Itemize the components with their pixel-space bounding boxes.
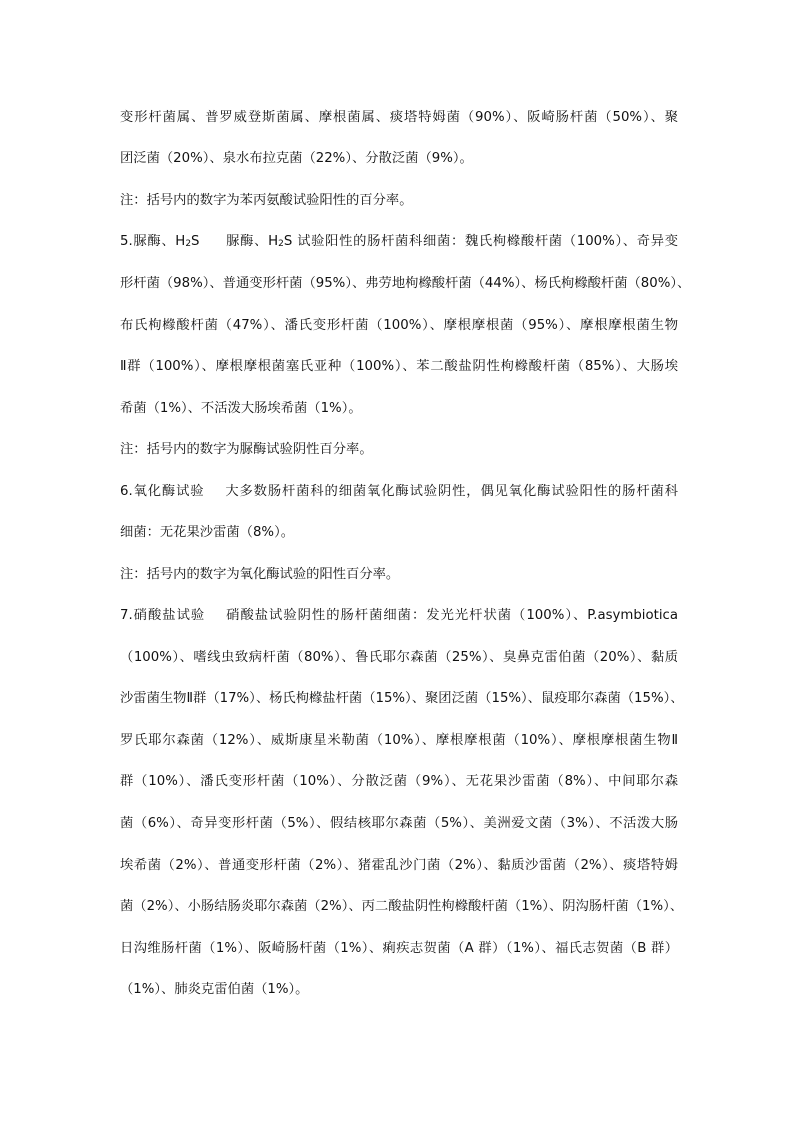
- note-line: 注：括号内的数字为脲酶试验阴性百分率。: [120, 442, 373, 457]
- text-line: 埃希菌（2%）、普通变形杆菌（2%）、猪霍乱沙门菌（2%）、黏质沙雷菌（2%）、痰塔特姆: [120, 858, 678, 873]
- section-6-heading-line: [120, 483, 678, 501]
- text-line: 群（10%）、潘氏变形杆菌（10%）、分散泛菌（9%）、无花果沙雷菌（8%）、中间耶尔森: [120, 774, 678, 789]
- text-line: 布氏枸橼酸杆菌（47%）、潘氏变形杆菌（100%）、摩根摩根菌（95%）、摩根摩根菌生物: [120, 318, 678, 333]
- text-line: 日沟维肠杆菌（1%）、阪崎肠杆菌（1%）、痢疾志贺菌（A 群）（1%）、福氏志贺菌（B 群）: [120, 941, 678, 956]
- section-6-text: 大多数肠杆菌科的细菌氧化酶试验阴性，偶见氧化酶试验阳性的肠杆菌科: [224, 484, 679, 499]
- text-line: 希菌（1%）、不活泼大肠埃希菌（1%）。: [120, 401, 362, 416]
- note-line: 注：括号内的数字为氧化酶试验的阳性百分率。: [120, 567, 400, 582]
- section-7-text: 硝酸盐试验阴性的肠杆菌细菌：发光光杆状菌（100%）、P.asymbiotica: [225, 608, 678, 623]
- text-line: 变形杆菌属、普罗威登斯菌属、摩根菌属、痰塔特姆菌（90%）、阪崎肠杆菌（50%）、聚: [120, 110, 678, 125]
- text-line: 团泛菌（20%）、泉水布拉克菌（22%）、分散泛菌（9%）。: [120, 151, 473, 166]
- note-line: 注：括号内的数字为苯丙氨酸试验阳性的百分率。: [120, 193, 413, 208]
- section-5-heading-line: [120, 233, 678, 253]
- section-5-title: 5.脲酶、$H_2S$: [120, 234, 200, 249]
- section-7-heading-line: [120, 607, 678, 625]
- text-line: 沙雷菌生物Ⅱ群（17%）、杨氏枸橼盐杆菌（15%）、聚团泛菌（15%）、鼠疫耶尔森菌（15%）、: [120, 691, 684, 706]
- text-line: 菌（6%）、奇异变形杆菌（5%）、假结核耶尔森菌（5%）、美洲爱文菌（3%）、不活泼大肠: [120, 816, 678, 831]
- section-6-title: 6.氧化酶试验: [120, 484, 205, 499]
- text-line: 罗氏耶尔森菌（12%）、威斯康星米勒菌（10%）、摩根摩根菌（10%）、摩根摩根菌生物Ⅱ: [120, 733, 678, 748]
- text-line: （1%）、肺炎克雷伯菌（1%）。: [120, 982, 309, 997]
- text-line: 细菌：无花果沙雷菌（8%）。: [120, 525, 295, 540]
- text-line: （100%）、嗜线虫致病杆菌（80%）、鲁氏耶尔森菌（25%）、臭鼻克雷伯菌（20%）、黏质: [120, 650, 678, 665]
- text-line: Ⅱ群（100%）、摩根摩根菌塞氏亚种（100%）、苯二酸盐阴性枸橼酸杆菌（85%）、大肠埃: [120, 359, 678, 374]
- section-7-title: 7.硝酸盐试验: [120, 608, 206, 623]
- text-line: 菌（2%）、小肠结肠炎耶尔森菌（2%）、丙二酸盐阴性枸橼酸杆菌（1%）、阴沟肠杆菌（1%）、: [120, 899, 684, 914]
- section-5-text: 脲酶、$H_2S$ 试验阳性的肠杆菌科细菌：魏氏枸橼酸杆菌（100%）、奇异变: [225, 234, 679, 249]
- text-line: 形杆菌（98%）、普通变形杆菌（95%）、弗劳地枸橼酸杆菌（44%）、杨氏枸橼酸杆菌（80%）、: [120, 276, 691, 291]
